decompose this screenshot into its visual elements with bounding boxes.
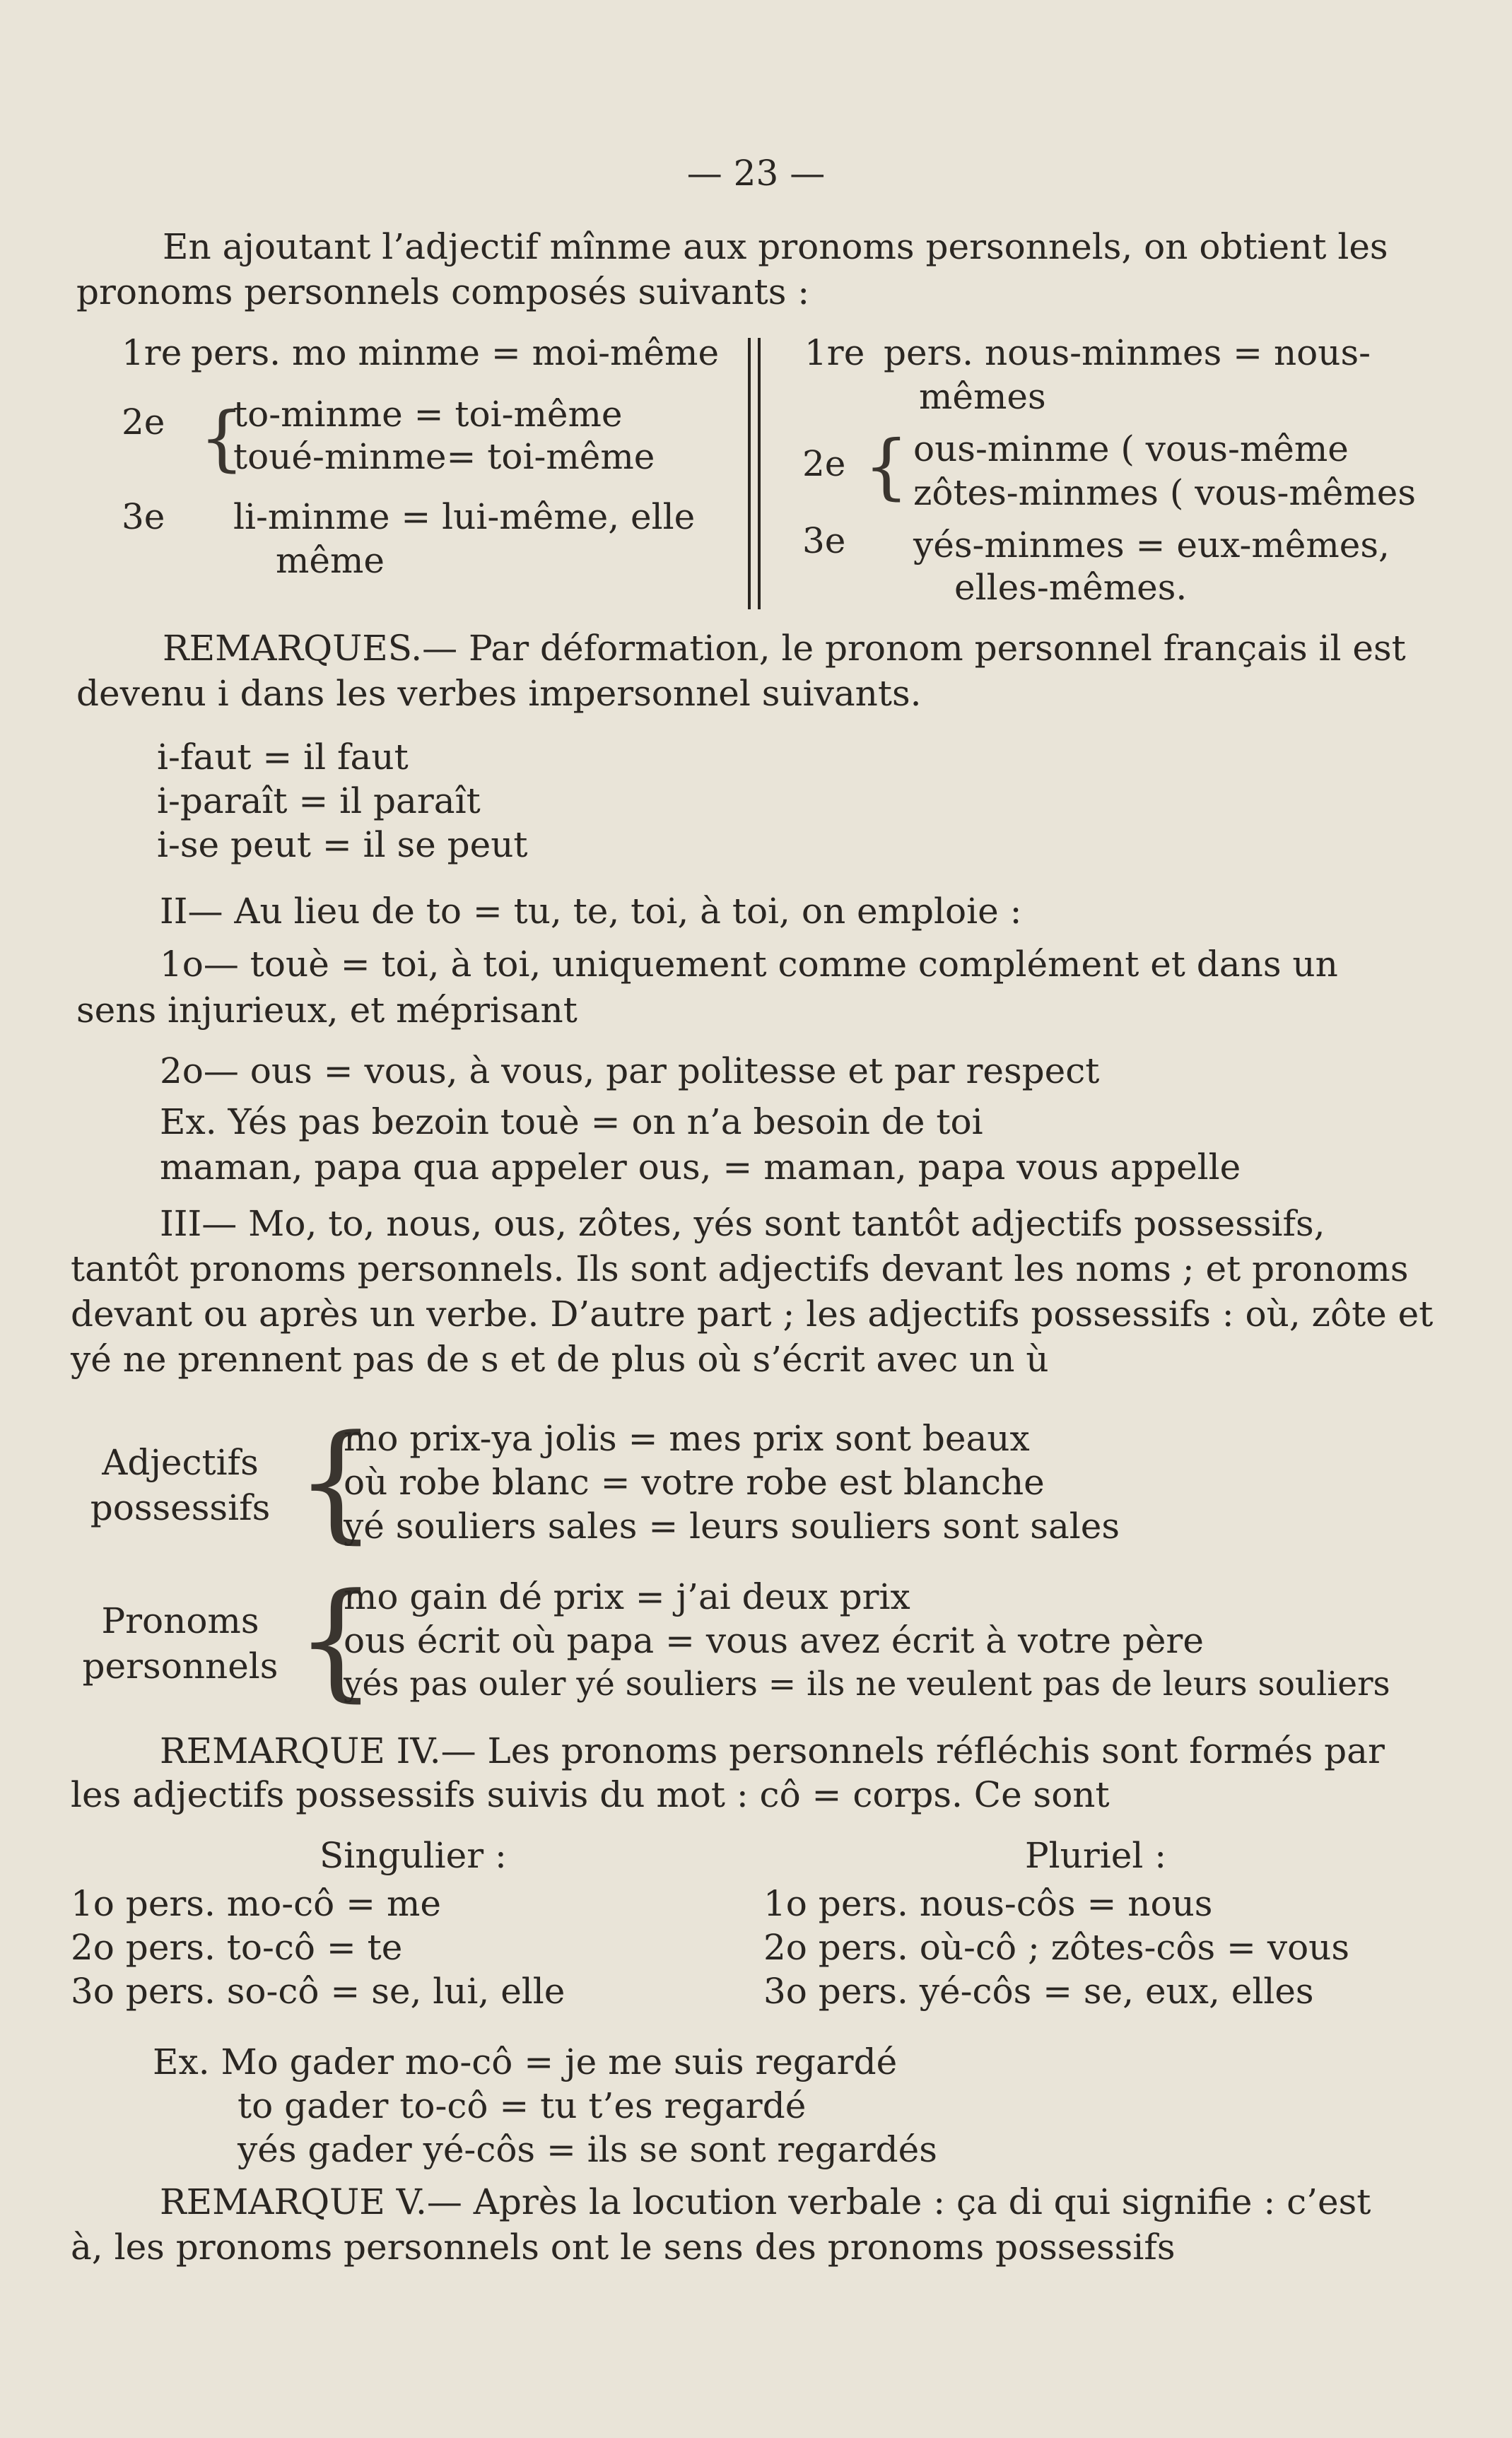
- left-p3-line1: li-minme = lui-même, elle: [233, 496, 696, 537]
- left-p2-label: 2e: [122, 402, 165, 443]
- right-p2-brace: {: [864, 425, 909, 508]
- section-3-line-1: III— Mo, to, nous, ous, zôtes, yés sont tantôt adjectifs possessifs,: [160, 1203, 1325, 1244]
- example-2-line-2: to gader to-cô = tu t’es regardé: [238, 2085, 807, 2126]
- impersonal-1: i-faut = il faut: [157, 737, 409, 778]
- right-p2-line1: ous-minme ( vous-même: [913, 428, 1349, 469]
- example-1-line-1: Ex. Yés pas bezoin touè = on n’a besoin de toi: [160, 1101, 983, 1142]
- section-3-line-2: tantôt pronoms personnels. Ils sont adjectifs devant les noms ; et pronoms: [71, 1248, 1409, 1289]
- item-1-line-2: sens injurieux, et méprisant: [76, 990, 578, 1031]
- adj-label-1: Adjectifs: [102, 1442, 259, 1483]
- pron-brace: {: [295, 1566, 377, 1714]
- pluriel-3: 3o pers. yé-côs = se, eux, elles: [763, 1971, 1314, 2012]
- adj-row-3: yé souliers sales = leurs souliers sont sales: [344, 1506, 1120, 1547]
- left-p3-line2: même: [276, 540, 385, 581]
- item-1-line-1: 1o— touè = toi, à toi, uniquement comme complément et dans un: [160, 944, 1338, 985]
- left-p2-line2: toué-minme= toi-même: [233, 436, 655, 477]
- remarque-5-line-2: à, les pronoms personnels ont le sens des pronoms possessifs: [71, 2227, 1176, 2268]
- pron-row-1: mo gain dé prix = j’ai deux prix: [344, 1576, 910, 1617]
- table-divider-right: [758, 338, 761, 609]
- pron-label-2: personnels: [82, 1646, 279, 1687]
- right-p1-line1: pers. nous-minmes = nous-: [884, 332, 1371, 373]
- example-2-line-3: yés gader yé-côs = ils se sont regardés: [238, 2129, 937, 2170]
- pron-row-2: ous écrit où papa = vous avez écrit à votre père: [344, 1620, 1204, 1661]
- right-p2-label: 2e: [802, 443, 846, 484]
- section-2: II— Au lieu de to = tu, te, toi, à toi, on emploie :: [160, 891, 1022, 932]
- pron-label-1: Pronoms: [101, 1600, 259, 1641]
- pluriel-title: Pluriel :: [1025, 1835, 1167, 1876]
- right-p3-line2: elles-mêmes.: [954, 567, 1188, 608]
- right-p3-label: 3e: [802, 520, 846, 561]
- singulier-3: 3o pers. so-cô = se, lui, elle: [71, 1971, 565, 2012]
- pron-row-3: yés pas ouler yé souliers = ils ne veulent pas de leurs souliers: [344, 1665, 1390, 1704]
- remarques-line-1: REMARQUES.— Par déformation, le pronom personnel français il est: [163, 628, 1406, 669]
- section-3-line-4: yé ne prennent pas de s et de plus où s’écrit avec un ù: [71, 1339, 1049, 1380]
- example-1-line-2: maman, papa qua appeler ous, = maman, papa vous appelle: [160, 1147, 1241, 1188]
- pluriel-2: 2o pers. où-cô ; zôtes-côs = vous: [763, 1927, 1350, 1968]
- intro-line-2: pronoms personnels composés suivants :: [76, 271, 810, 312]
- left-p2-brace: {: [199, 397, 245, 479]
- left-p3-label: 3e: [122, 496, 165, 537]
- remarque-5-line-1: REMARQUE V.— Après la locution verbale : ça di qui signifie : c’est: [160, 2181, 1371, 2222]
- remarque-4-line-1: REMARQUE IV.— Les pronoms personnels réfléchis sont formés par: [160, 1730, 1385, 1771]
- item-2: 2o— ous = vous, à vous, par politesse et par respect: [160, 1050, 1100, 1091]
- adj-brace: {: [295, 1408, 377, 1556]
- example-2-line-1: Ex. Mo gader mo-cô = je me suis regardé: [153, 2041, 898, 2082]
- singulier-title: Singulier :: [320, 1835, 507, 1876]
- right-p1-label: 1re: [804, 332, 865, 373]
- remarques-line-2: devenu i dans les verbes impersonnel suivants.: [76, 673, 922, 714]
- impersonal-3: i-se peut = il se peut: [157, 824, 528, 865]
- singulier-1: 1o pers. mo-cô = me: [71, 1883, 441, 1924]
- pluriel-1: 1o pers. nous-côs = nous: [763, 1883, 1213, 1924]
- left-p1-label: 1re: [122, 332, 182, 373]
- right-p1-line2: mêmes: [919, 376, 1046, 417]
- right-p3-line1: yés-minmes = eux-mêmes,: [913, 524, 1390, 565]
- remarque-4-line-2: les adjectifs possessifs suivis du mot : cô = corps. Ce sont: [71, 1774, 1110, 1815]
- section-3-line-3: devant ou après un verbe. D’autre part ; les adjectifs possessifs : où, zôte et: [71, 1294, 1434, 1335]
- impersonal-2: i-paraît = il paraît: [157, 780, 481, 821]
- right-p2-line2: zôtes-minmes ( vous-mêmes: [913, 472, 1417, 513]
- table-divider-left: [748, 338, 751, 609]
- singulier-2: 2o pers. to-cô = te: [71, 1927, 403, 1968]
- intro-line-1: En ajoutant l’adjectif mînme aux pronoms personnels, on obtient les: [163, 226, 1388, 267]
- left-p1-text: pers. mo minme = moi-même: [191, 332, 720, 373]
- left-p2-line1: to-minme = toi-même: [233, 394, 623, 435]
- adj-row-2: où robe blanc = votre robe est blanche: [344, 1462, 1045, 1503]
- adj-row-1: mo prix-ya jolis = mes prix sont beaux: [344, 1418, 1030, 1459]
- adj-label-2: possessifs: [90, 1487, 271, 1528]
- page-number: — 23 —: [686, 153, 826, 194]
